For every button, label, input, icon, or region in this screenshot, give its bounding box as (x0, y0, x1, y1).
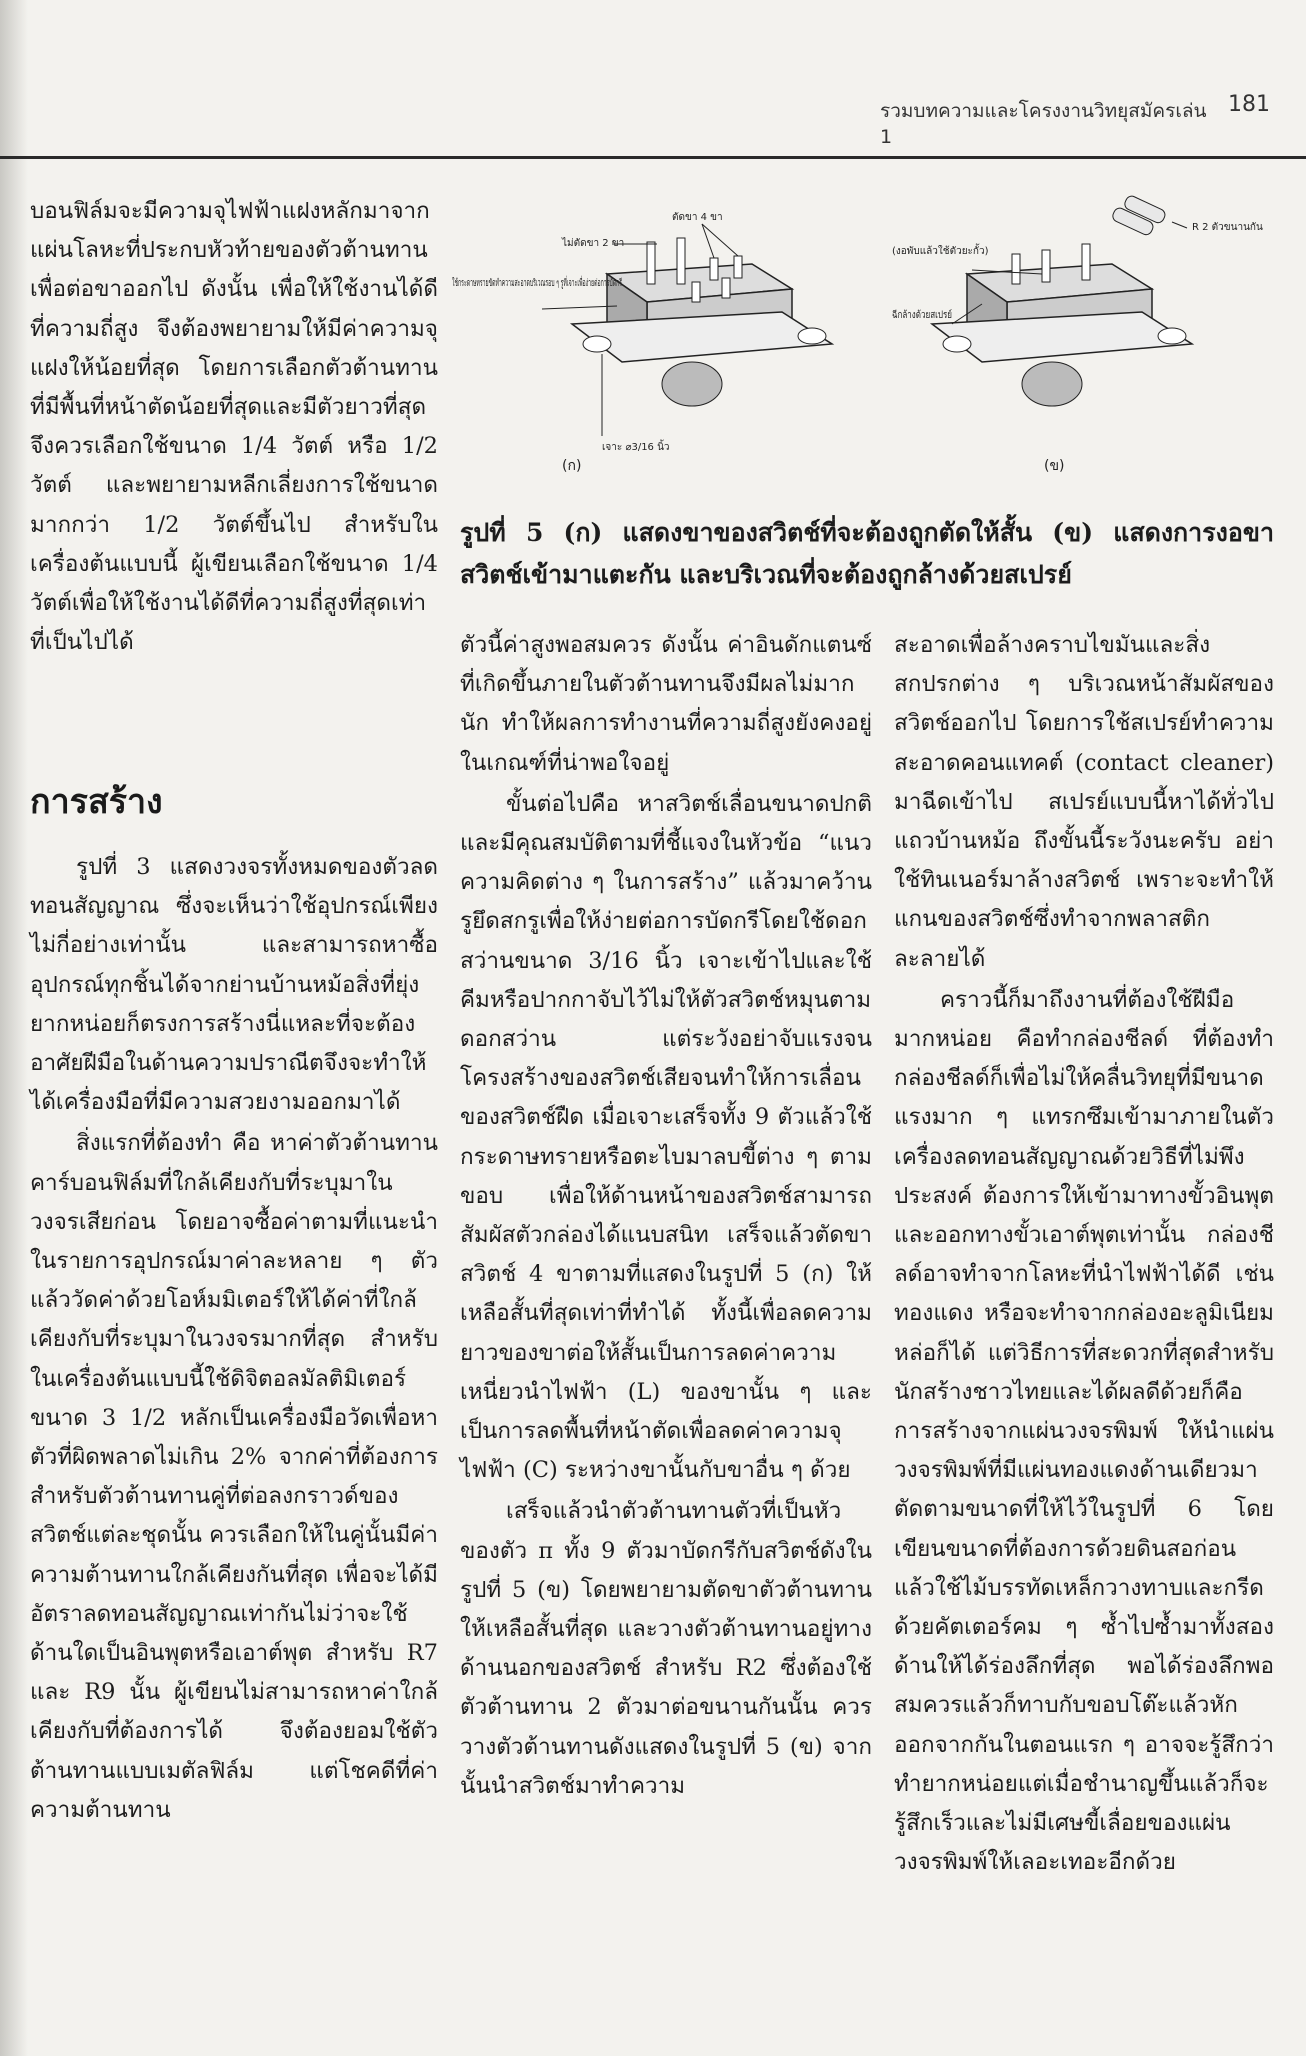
switch-a-drawing (542, 224, 832, 436)
label-b: (ข) (1044, 458, 1065, 474)
paragraph: ขั้นต่อไปคือ หาสวิตช์เลื่อนขนาดปกติ และมีคุณสมบัติตามที่ชี้แจงในหัวข้อ “แนวความคิดต่าง ๆ ในการสร้าง” แล้วมาคว้านรูยึดสกรูเพื่อให้ง่ายต่อการบัดกรีโดยใช้ดอกสว่านขนาด 3/16 นิ้ว เจาะเข้าไปและใช้คีมหรือปากกาจับไว้ไม่ให้ตัวสวิตช์หมุนตามดอกสว่าน แต่ระวังอย่าจับแรงจนโครงสร้างของสวิตช์เสียจนทำให้การเลื่อนของสวิตช์ฝืด เมื่อเจาะเสร็จทั้ง 9 ตัวแล้วใช้กระดาษทรายหรือตะไบมาลบขี้ต่าง ๆ ตามขอบ เพื่อให้ด้านหน้าของสวิตช์สามารถสัมผัสตัวกล่องได้แนบสนิท เสร็จแล้วตัดขาสวิตช์ 4 ขาตามที่แสดงในรูปที่ 5 (ก) ให้เหลือสั้นที่สุดเท่าที่ทำได้ ทั้งนี้เพื่อลดความยาวของขาต่อให้สั้นเป็นการลดค่าความเหนี่ยวนำไฟฟ้า (L) ของขานั้น ๆ และเป็นการลดพื้นที่หน้าตัดเพื่อลดค่าความจุไฟฟ้า (C) ระหว่างขานั้นกับขาอื่น ๆ ด้วย (460, 790, 872, 1484)
section-heading: การสร้าง (30, 782, 163, 822)
running-header (880, 92, 1280, 148)
label-drill: เจาะ ⌀3/16 นิ้ว (602, 442, 670, 453)
middle-column (460, 626, 872, 1806)
paragraph: ตัวนี้ค่าสูงพอสมควร ดังนั้น ค่าอินดักแตนซ์ที่เกิดขึ้นภายในตัวต้านทานจึงมีผลไม่มากนัก ทำให้ผลการทำงานที่ความถี่สูงยังคงอยู่ในเกณฑ์ที่น่าพอใจอยู่ (460, 632, 872, 776)
left-column (30, 848, 438, 1830)
paragraph: สิ่งแรกที่ต้องทำ คือ หาค่าตัวต้านทานคาร์บอนฟิล์มที่ใกล้เคียงกับที่ระบุมาในวงจรเสียก่อน โดยอาจซื้อค่าตามที่แนะนำในรายการอุปกรณ์มาค่าละหลาย ๆ ตัว แล้ววัดค่าด้วยโอห์มมิเตอร์ให้ได้ค่าที่ใกล้เคียงกับที่ระบุมาในวงจรมากที่สุด สำหรับในเครื่องต้นแบบนี้ใช้ดิจิตอลมัลติมิเตอร์ขนาด 3 1/2 หลักเป็นเครื่องมือวัดเพื่อหาตัวที่ผิดพลาดไม่เกิน 2% จากค่าที่ต้องการ สำหรับตัวต้านทานคู่ที่ต่อลงกราวด์ของสวิตช์แต่ละชุดนั้น ควรเลือกให้ในคู่นั้นมีค่าความต้านทานใกล้เคียงกันที่สุด เพื่อจะได้มีอัตราลดทอนสัญญาณเท่ากันไม่ว่าจะใช้ด้านใดเป็นอินพุตหรือเอาต์พุต สำหรับ R7 และ R9 นั้น ผู้เขียนไม่สามารถหาค่าใกล้เคียงกับที่ต้องการได้ จึงต้องยอมใช้ตัวต้านทานแบบเมตัลฟิล์ม แต่โชคดีที่ค่าความต้านทาน (30, 1130, 438, 1823)
figure-caption: รูปที่ 5 (ก) แสดงขาของสวิตช์ที่จะต้องถูกตัดให้สั้น (ข) แสดงการงอขาสวิตช์เข้ามาแตะกัน และบริเวณที่จะต้องถูกล้างด้วยสเปรย์ (460, 518, 1274, 589)
right-column (894, 626, 1274, 1883)
switch-b-drawing (932, 194, 1192, 406)
paragraph: บอนฟิล์มจะมีความจุไฟฟ้าแฝงหลักมาจากแผ่นโลหะที่ประกบหัวท้ายของตัวต้านทานเพื่อต่อขาออกไป ดังนั้น เพื่อให้ใช้งานได้ดีที่ความถี่สูง จึงต้องพยายามให้มีค่าความจุแฝงให้น้อยที่สุด โดยการเลือกตัวต้านทานที่มีพื้นที่หน้าตัดน้อยที่สุดและมีตัวยาวที่สุด จึงควรเลือกใช้ขนาด 1/4 วัตต์ หรือ 1/2 วัตต์ และพยายามหลีกเลี่ยงการใช้ขนาดมากกว่า 1/2 วัตต์ขึ้นไป สำหรับในเครื่องต้นแบบนี้ ผู้เขียนเลือกใช้ขนาด 1/4 วัตต์เพื่อให้ใช้งานได้ดีที่ความถี่สูงที่สุดเท่าที่เป็นไปได้ (30, 198, 438, 656)
label-no-cut: ไม่ตัดขา 2 ขา (562, 238, 625, 249)
label-bend: (งอพับแล้วใช้ตัวยะกั้ว) (892, 246, 989, 257)
label-r2-parallel: R 2 ตัวขนานกัน (1192, 222, 1263, 233)
header-rule (0, 156, 1306, 159)
header-title: รวมบทความและโครงงานวิทยุสมัครเล่น 1 (880, 100, 1207, 148)
label-a: (ก) (562, 458, 582, 474)
label-sand: ใช้กระดาษทรายขัดทำความสะอาดบริเวณรอบ ๆ รูที่เจาะเพื่อง่ายต่อการบัดกรี (452, 278, 781, 289)
paragraph: รูปที่ 3 แสดงวงจรทั้งหมดของตัวลดทอนสัญญาณ ซึ่งจะเห็นว่าใช้อุปกรณ์เพียงไม่กี่อย่างเท่านั้น และสามารถหาซื้ออุปกรณ์ทุกชิ้นได้จากย่านบ้านหม้อสิ่งที่ยุ่งยากหน่อยก็ตรงการสร้างนี่แหละที่จะต้องอาศัยฝีมือในด้านความปราณีตจึงจะทำให้ได้เครื่องมือที่มีความสวยงามออกมาได้ (30, 854, 438, 1116)
page-number: 181 (1228, 92, 1270, 117)
figure-5 (452, 194, 1282, 484)
paragraph: คราวนี้ก็มาถึงงานที่ต้องใช้ฝีมือมากหน่อย คือทำกล่องชีลด์ ที่ต้องทำกล่องชีลด์ก็เพื่อไม่ให้คลื่นวิทยุที่มีขนาดแรงมาก ๆ แทรกซึมเข้ามาภายในตัวเครื่องลดทอนสัญญาณด้วยวิธีที่ไม่พึงประสงค์ ต้องการให้เข้ามาทางขั้วอินพุตและออกทางขั้วเอาต์พุตเท่านั้น กล่องชีลด์อาจทำจากโลหะที่นำไฟฟ้าได้ดี เช่น ทองแดง หรือจะทำจากกล่องอะลูมิเนียมหล่อก็ได้ แต่วิธีการที่สะดวกที่สุดสำหรับนักสร้างชาวไทยและได้ผลดีด้วยก็คือการสร้างจากแผ่นวงจรพิมพ์ ให้นำแผ่นวงจรพิมพ์ที่มีแผ่นทองแดงด้านเดียวมาตัดตามขนาดที่ให้ไว้ในรูปที่ 6 โดยเขียนขนาดที่ต้องการด้วยดินสอก่อนแล้วใช้ไม้บรรทัดเหล็กวางทาบและกรีดด้วยคัตเตอร์คม ๆ ซ้ำไปซ้ำมาทั้งสองด้านให้ได้ร่องลึกที่สุด พอได้ร่องลึกพอสมควรแล้วก็ทาบกับขอบโต๊ะแล้วหักออกจากกันในตอนแรก ๆ อาจจะรู้สึกว่าทำยากหน่อยแต่เมื่อชำนาญขึ้นแล้วก็จะรู้สึกเร็วและไม่มีเศษขี้เลื่อยของแผ่นวงจรพิมพ์ให้เลอะเทอะอีกด้วย (894, 986, 1274, 1876)
switch-illustration (452, 194, 1282, 484)
label-spray: ฉีกล้างด้วยสเปรย์ (892, 310, 967, 321)
left-column-top (30, 192, 438, 662)
label-cut-four: ตัดขา 4 ขา (672, 212, 723, 223)
paragraph: สะอาดเพื่อล้างคราบไขมันและสิ่งสกปรกต่าง ๆ บริเวณหน้าสัมผัสของสวิตช์ออกไป โดยการใช้สเปรย์ทำความสะอาดคอนแทคต์ (contact cleaner) มาฉีดเข้าไป สเปรย์แบบนี้หาได้ทั่วไปแถวบ้านหม้อ ถึงขั้นนี้ระวังนะครับ อย่าใช้ทินเนอร์มาล้างสวิตช์ เพราะจะทำให้แกนของสวิตช์ซึ่งทำจากพลาสติกละลายได้ (894, 632, 1274, 972)
page-gutter-shadow (0, 0, 28, 2056)
paragraph: เสร็จแล้วนำตัวต้านทานตัวที่เป็นหัวของตัว π ทั้ง 9 ตัวมาบัดกรีกับสวิตช์ดังในรูปที่ 5 (ข) โดยพยายามตัดขาตัวต้านทานให้เหลือสั้นที่สุด และวางตัวต้านทานอยู่ทางด้านนอกของสวิตช์ สำหรับ R2 ซึ่งต้องใช้ตัวต้านทาน 2 ตัวมาต่อขนานกันนั้น ควรวางตัวต้านทานดังแสดงในรูปที่ 5 (ข) จากนั้นนำสวิตช์มาทำความ (460, 1498, 872, 1799)
